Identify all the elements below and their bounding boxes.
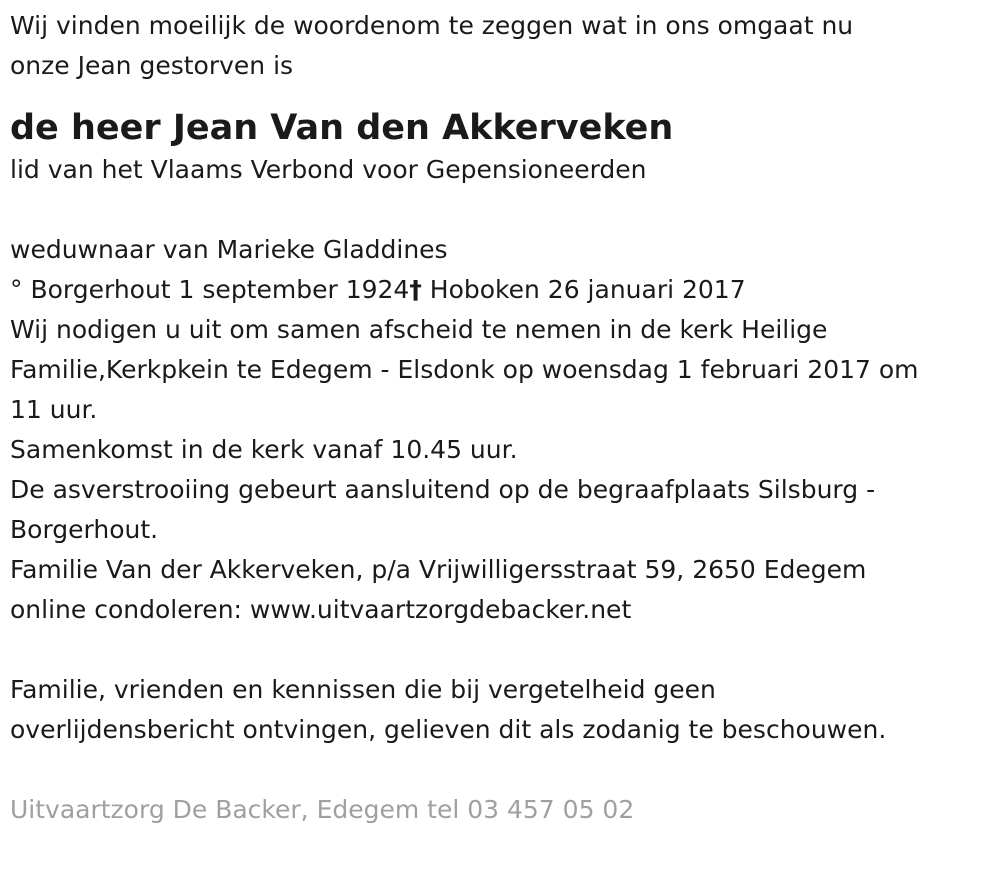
widower-text: weduwnaar van Marieke Gladdines (10, 235, 448, 264)
ceremony-line: Familie,Kerkpkein te Edegem - Elsdonk op woensdag 1 februari 2017 om (10, 355, 919, 384)
intro-line: onze Jean gestorven is (10, 51, 294, 80)
ceremony-line: 11 uur. (10, 395, 98, 424)
birth-mark: ° (10, 275, 23, 304)
scattering-line: De asverstrooiing gebeurt aansluitend op de begraafplaats Silsburg - (10, 475, 876, 504)
intro-line: Wij vinden moeilijk de woordenom te zeggen wat in ons omgaat nu (10, 11, 854, 40)
gathering-text: Samenkomst in de kerk vanaf 10.45 uur. (10, 435, 518, 464)
membership-text: lid van het Vlaams Verbond voor Gepensioneerden (10, 155, 647, 184)
birth-death-line (10, 270, 1000, 310)
spacer (10, 750, 1000, 790)
spacer (10, 630, 1000, 670)
undertaker-footer: Uitvaartzorg De Backer, Edegem tel 03 457 05 02 (10, 795, 635, 824)
deceased-name: de heer Jean Van den Akkerveken (10, 108, 674, 148)
ceremony-line: Wij nodigen u uit om samen afscheid te nemen in de kerk Heilige (10, 315, 828, 344)
birth-text: Borgerhout 1 september 1924 (22, 275, 410, 304)
notice-line: overlijdensbericht ontvingen, gelieven dit als zodanig te beschouwen. (10, 715, 887, 744)
family-address: Familie Van der Akkerveken, p/a Vrijwilligersstraat 59, 2650 Edegem (10, 555, 867, 584)
notice-line: Familie, vrienden en kennissen die bij vergetelheid geen (10, 675, 716, 704)
intro-text (10, 6, 1000, 86)
spacer (10, 190, 1000, 230)
death-cross-mark: † (409, 275, 422, 304)
death-text: Hoboken 26 januari 2017 (421, 275, 746, 304)
scattering-line: Borgerhout. (10, 515, 159, 544)
condolences-link[interactable]: online condoleren: www.uitvaartzorgdebacker.net (10, 595, 632, 624)
